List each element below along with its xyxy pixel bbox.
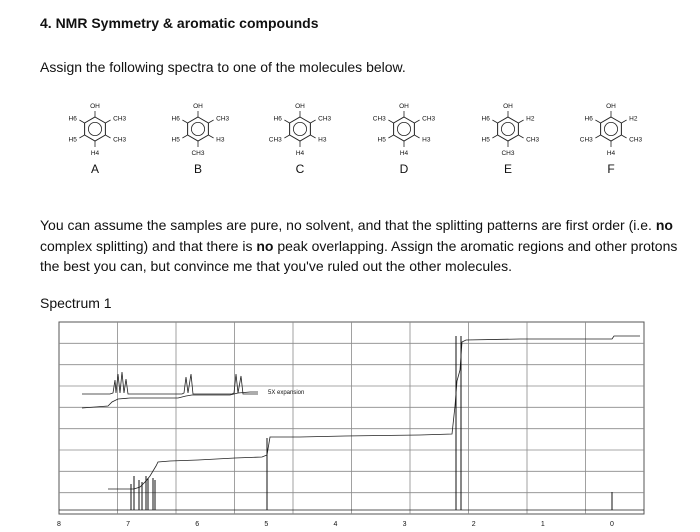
x-tick-label: 0: [610, 521, 614, 528]
substituent-ul: H6: [273, 115, 282, 123]
molecule-letter: E: [503, 162, 513, 176]
substituent-bond: [208, 135, 213, 138]
substituent-bond: [595, 120, 600, 123]
substituent-bond: [595, 135, 600, 138]
expansion-trace: [82, 372, 258, 394]
substituent-bond: [414, 120, 419, 123]
x-tick-label: 4: [333, 521, 338, 528]
substituent-ll: H5: [377, 136, 386, 144]
substituent-ll: CH3: [268, 136, 282, 144]
molecule-D: [373, 103, 436, 176]
benzene-ring: [601, 117, 622, 141]
substituent-ll: H5: [68, 136, 77, 144]
substituent-ll: H5: [481, 136, 490, 144]
substituent-bond: [414, 135, 419, 138]
x-tick-label: 1: [540, 521, 545, 528]
substituent-lr: H3: [318, 136, 327, 144]
aromatic-circle: [88, 122, 101, 135]
substituent-ul: H6: [481, 115, 490, 123]
molecule-letter: A: [90, 162, 100, 176]
molecule-letter: C: [295, 162, 305, 176]
substituent-top: OH: [399, 103, 409, 110]
x-tick-label: 3: [402, 521, 407, 528]
substituent-bond: [518, 135, 523, 138]
molecule-E: [482, 103, 540, 176]
substituent-ur: CH3: [318, 115, 332, 123]
assumptions-paragraph: You can assume the samples are pure, no solvent, and that the splitting patterns are first order (i.e. no complex splitting) and that there is no peak overlapping. Assign the aromatic regions and other protons the best you can, but convince me that you've ruled out the other molecules.: [40, 217, 678, 274]
x-tick-label: 5: [264, 521, 269, 528]
aromatic-circle: [293, 122, 306, 135]
substituent-ur: CH3: [216, 115, 230, 123]
substituent-bottom: H4: [606, 150, 616, 157]
substituent-bond: [388, 135, 393, 138]
substituent-bond: [79, 135, 84, 138]
molecule-A: [69, 103, 127, 176]
benzene-ring: [85, 117, 106, 141]
nmr-spectrum: [0, 316, 700, 532]
substituent-ur: H2: [526, 115, 535, 123]
substituent-bond: [310, 135, 315, 138]
substituent-bond: [79, 120, 84, 123]
molecule-B: [172, 103, 230, 176]
substituent-ul: H6: [171, 115, 180, 123]
substituent-ll: H5: [171, 136, 180, 144]
substituent-lr: H3: [216, 136, 225, 144]
spectrum-title: Spectrum 1: [40, 295, 112, 311]
substituent-top: OH: [295, 103, 305, 110]
substituent-top: OH: [503, 103, 513, 110]
substituent-ur: CH3: [113, 115, 127, 123]
substituent-lr: CH3: [113, 136, 127, 144]
molecule-structures: [0, 92, 700, 202]
substituent-bond: [284, 120, 289, 123]
aromatic-circle: [397, 122, 410, 135]
benzene-ring: [394, 117, 415, 141]
substituent-bond: [492, 135, 497, 138]
substituent-top: OH: [606, 103, 616, 110]
aromatic-circle: [604, 122, 617, 135]
molecule-letter: F: [607, 162, 615, 176]
x-tick-label: 6: [195, 521, 200, 528]
substituent-top: OH: [193, 103, 203, 110]
benzene-ring: [290, 117, 311, 141]
x-tick-label: 8: [57, 521, 61, 528]
instruction-text: Assign the following spectra to one of the molecules below.: [40, 59, 406, 75]
substituent-ur: H2: [629, 115, 638, 123]
substituent-bond: [105, 120, 110, 123]
substituent-bottom: H4: [399, 150, 409, 157]
substituent-bond: [621, 120, 626, 123]
substituent-bond: [518, 120, 523, 123]
x-tick-label: 7: [126, 521, 131, 528]
molecule-letter: B: [193, 162, 203, 176]
expansion-label: 5X expansion: [268, 390, 305, 396]
x-tick-label: 2: [471, 521, 476, 528]
benzene-ring: [498, 117, 519, 141]
peaks: [131, 336, 612, 510]
substituent-top: OH: [90, 103, 100, 110]
molecule-F: [580, 103, 643, 176]
substituent-bottom: CH3: [501, 150, 515, 157]
benzene-ring: [188, 117, 209, 141]
substituent-bottom: H4: [295, 150, 305, 157]
substituent-bond: [208, 120, 213, 123]
substituent-lr: CH3: [629, 136, 643, 144]
substituent-ul: H6: [68, 115, 77, 123]
substituent-bond: [310, 120, 315, 123]
substituent-bottom: H4: [90, 150, 100, 157]
substituent-lr: CH3: [526, 136, 540, 144]
substituent-bottom: CH3: [191, 150, 205, 157]
molecule-letter: D: [399, 162, 409, 176]
substituent-bond: [388, 120, 393, 123]
aromatic-circle: [501, 122, 514, 135]
substituent-ll: CH3: [579, 136, 593, 144]
substituent-bond: [182, 120, 187, 123]
question-heading: 4. NMR Symmetry & aromatic compounds: [40, 15, 319, 31]
substituent-ur: CH3: [422, 115, 436, 123]
substituent-ul: H6: [584, 115, 593, 123]
aromatic-circle: [191, 122, 204, 135]
substituent-bond: [105, 135, 110, 138]
substituent-bond: [182, 135, 187, 138]
substituent-bond: [284, 135, 289, 138]
molecule-C: [269, 103, 332, 176]
substituent-bond: [492, 120, 497, 123]
integral-trace: [108, 336, 640, 489]
substituent-lr: H3: [422, 136, 431, 144]
substituent-bond: [621, 135, 626, 138]
substituent-ul: CH3: [372, 115, 386, 123]
